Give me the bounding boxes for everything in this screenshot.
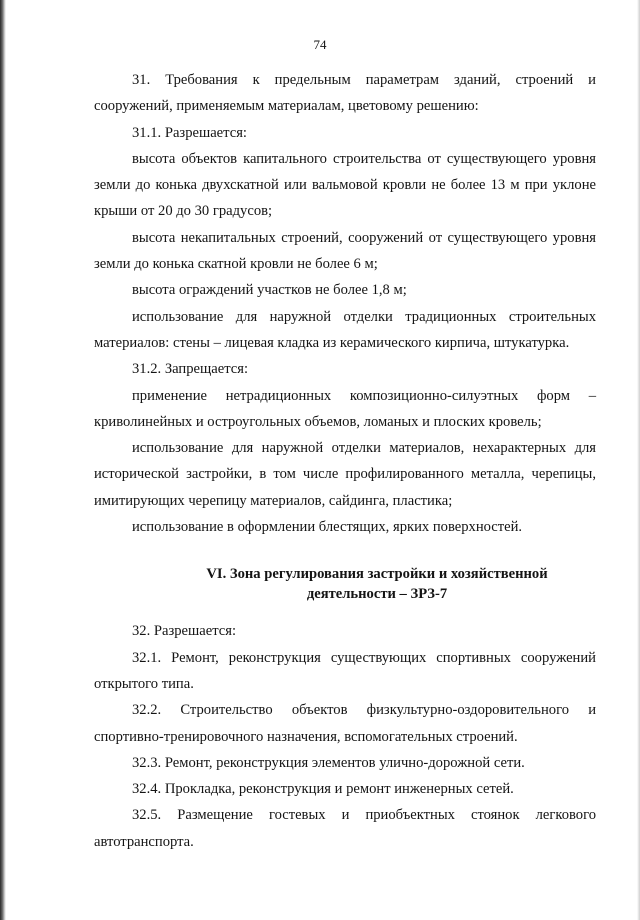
paragraph-32-3: 32.3. Ремонт, реконструкция элементов улично-дорожной сети. [132, 754, 525, 771]
paragraph-materials-allowed: использование для наружной отделки традиционных строительных материалов: стены – лицевая кладка из керамического кирпича, штукатурка. [94, 308, 596, 351]
paragraph-31-2: 31.2. Запрещается: [132, 361, 249, 378]
paragraph-32-5: 32.5. Размещение гостевых и приобъектных стоянок легкового автотранспорта. [94, 807, 596, 850]
paragraph-32-1: 32.1. Ремонт, реконструкция существующих спортивных сооружений открытого типа. [94, 649, 596, 692]
paragraph-32-4: 32.4. Прокладка, реконструкция и ремонт инженерных сетей. [132, 781, 514, 798]
paragraph-31: 31. Требования к предельным параметрам зданий, строений и сооружений, применяемым материалам, цветовому решению: [94, 72, 596, 115]
paragraph-height-noncapital: высота некапитальных строений, сооружений от существующего уровня земли до конька скатной кровли не более 6 м; [94, 229, 596, 273]
paragraph-31-1: 31.1. Разрешается: [132, 124, 247, 141]
section-title-line-2: деятельности – ЗРЗ-7 [306, 586, 448, 603]
paragraph-fence-height: высота ограждений участков не более 1,8 м; [132, 282, 407, 299]
document-body [94, 67, 596, 855]
section-title-line-1: VI. Зона регулирования застройки и хозяйственной [206, 566, 548, 583]
paragraph-32-2: 32.2. Строительство объектов физкультурно-оздоровительного и спортивно-тренировочного назначения, вспомогательных строений. [94, 702, 596, 745]
section-spacer [94, 604, 596, 618]
paragraph-forms-forbidden: применение нетрадиционных композиционно-силуэтных форм – криволинейных и остроугольных объемов, ломаных и плоских кровель; [94, 387, 596, 430]
paragraph-materials-forbidden: использование для наружной отделки материалов, нехарактерных для исторической застройки, в том числе профилированного металла, черепицы, имитирующих черепицу материалов, сайдинга, пластика; [94, 440, 596, 509]
scan-left-edge-shadow [0, 0, 6, 920]
page-number: 74 [313, 37, 327, 52]
section-title [94, 564, 596, 604]
paragraph-height-capital: высота объектов капитального строительства от существующего уровня земли до конька двухскатной или вальмовой кровли не более 13 м при уклоне крыши от 20 до 30 градусов; [94, 150, 596, 220]
paragraph-32: 32. Разрешается: [132, 623, 237, 640]
paragraph-surfaces-forbidden: использование в оформлении блестящих, ярких поверхностей. [132, 519, 523, 536]
